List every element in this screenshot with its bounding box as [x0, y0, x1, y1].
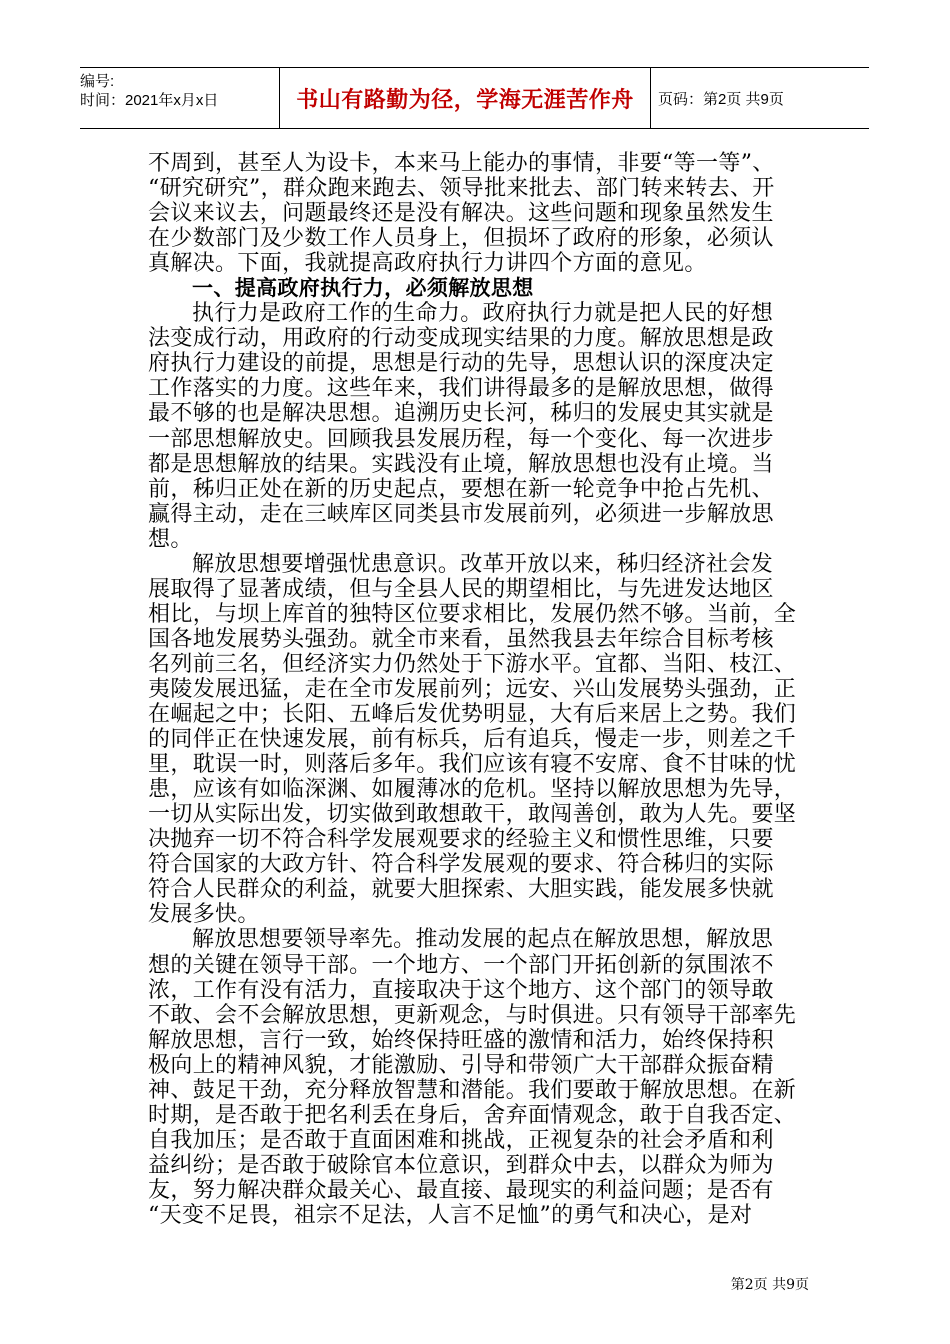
- text-line: 展取得了显著成绩，但与全县人民的期望相比，与先进发达地区: [148, 576, 774, 602]
- text-line: 发展多快。: [148, 902, 260, 928]
- text-line: 符合人民群众的利益，就要大胆探索、大胆实践，能发展多快就: [148, 877, 774, 903]
- text-line: 想。: [148, 526, 193, 552]
- text-line: 夷陵发展迅猛，走在全市发展前列；远安、兴山发展势头强劲，正: [148, 676, 797, 702]
- section-heading: 一、提高政府执行力，必须解放思想: [192, 276, 534, 301]
- text-line: 时期，是否敢于把名利丢在身后，舍弃面情观念，敢于自我否定、: [148, 1102, 797, 1128]
- text-line: 符合国家的大政方针、符合科学发展观的要求、符合秭归的实际: [148, 852, 774, 878]
- text-line: 在崛起之中；长阳、五峰后发优势明显，大有后来居上之势。我们: [148, 702, 797, 728]
- text-line: 解放思想，言行一致，始终保持旺盛的激情和活力，始终保持积: [148, 1027, 774, 1053]
- text-line: 患，应该有如临深渊、如履薄冰的危机。坚持以解放思想为先导，: [148, 777, 797, 803]
- text-line: 在少数部门及少数工作人员身上，但损坏了政府的形象，必须认: [148, 226, 774, 252]
- text-line: 浓，工作有没有活力，直接取决于这个地方、这个部门的领导敢: [148, 977, 774, 1003]
- document-number-label: 编号:: [80, 73, 115, 90]
- text-line: 的同伴正在快速发展，前有标兵，后有追兵，慢走一步，则差之千: [148, 727, 797, 753]
- text-line: 益纠纷；是否敢于破除官本位意识，到群众中去，以群众为师为: [148, 1152, 774, 1178]
- paragraph-start: 解放思想要增强忧患意识。改革开放以来，秭归经济社会发: [192, 551, 774, 577]
- text-line: 相比，与坝上库首的独特区位要求相比，发展仍然不够。当前，全: [148, 601, 797, 627]
- page-header: [80, 67, 869, 129]
- document-body: [148, 151, 808, 1228]
- text-line: 里，耽误一时，则落后多年。我们应该有寝不安席、食不甘味的忧: [148, 752, 797, 778]
- text-line: 最不够的也是解决思想。追溯历史长河，秭归的发展史其实就是: [148, 401, 774, 427]
- paragraph-start: 解放思想要领导率先。推动发展的起点在解放思想，解放思: [192, 927, 774, 953]
- text-line: 国各地发展势头强劲。就全市来看，虽然我县去年综合目标考核: [148, 626, 774, 652]
- text-line: 一切从实际出发，切实做到敢想敢干，敢闯善创，敢为人先。要坚: [148, 802, 797, 828]
- document-time-label: 时间：2021年x月x日: [80, 92, 219, 109]
- page-footer-number: 第2页 共9页: [730, 1277, 809, 1293]
- text-line: “研究研究”，群众跑来跑去、领导批来批去、部门转来转去、开: [148, 176, 775, 202]
- text-line: 府执行力建设的前提，思想是行动的先导，思想认识的深度决定: [148, 351, 774, 377]
- text-line: 友，努力解决群众最关心、最直接、最现实的利益问题；是否有: [148, 1177, 774, 1203]
- text-line: 都是思想解放的结果。实践没有止境，解放思想也没有止境。当: [148, 451, 774, 477]
- text-line: 决抛弃一切不符合科学发展观要求的经验主义和惯性思维，只要: [148, 827, 774, 853]
- text-line: 工作落实的力度。这些年来，我们讲得最多的是解放思想，做得: [148, 376, 774, 402]
- text-line: 想的关键在领导干部。一个地方、一个部门开拓创新的氛围浓不: [148, 952, 774, 978]
- text-line: 法变成行动，用政府的行动变成现实结果的力度。解放思想是政: [148, 326, 774, 352]
- text-line: 前，秭归正处在新的历史起点，要想在新一轮竞争中抢占先机、: [148, 476, 774, 502]
- text-line: 不周到，甚至人为设卡，本来马上能办的事情，非要“等一等”、: [148, 151, 775, 176]
- paragraph-start: 执行力是政府工作的生命力。政府执行力就是把人民的好想: [192, 301, 774, 327]
- text-line: 会议来议去，问题最终还是没有解决。这些问题和现象虽然发生: [148, 201, 774, 227]
- text-line: 不敢、会不会解放思想，更新观念，与时俱进。只有领导干部率先: [148, 1002, 797, 1028]
- text-line: 赢得主动，走在三峡库区同类县市发展前列，必须进一步解放思: [148, 501, 774, 527]
- text-line: 自我加压；是否敢于直面困难和挑战，正视复杂的社会矛盾和利: [148, 1127, 774, 1153]
- text-line: 一部思想解放史。回顾我县发展历程，每一个变化、每一次进步: [148, 426, 774, 452]
- text-line: 神、鼓足干劲，充分释放智慧和潜能。我们要敢于解放思想。在新: [148, 1077, 797, 1103]
- header-page-info: 页码：第2页 共9页: [658, 90, 784, 108]
- text-line: 极向上的精神风貌，才能激励、引导和带领广大干部群众振奋精: [148, 1052, 774, 1078]
- text-line: “天变不足畏，祖宗不足法，人言不足恤”的勇气和决心，是对: [148, 1202, 753, 1228]
- text-line: 名列前三名，但经济实力仍然处于下游水平。宜都、当阳、枝江、: [148, 651, 797, 677]
- header-motto: 书山有路勤为径，学海无涯苦作舟: [280, 68, 651, 128]
- header-meta: [80, 68, 280, 128]
- text-line: 真解决。下面，我就提高政府执行力讲四个方面的意见。: [148, 251, 707, 277]
